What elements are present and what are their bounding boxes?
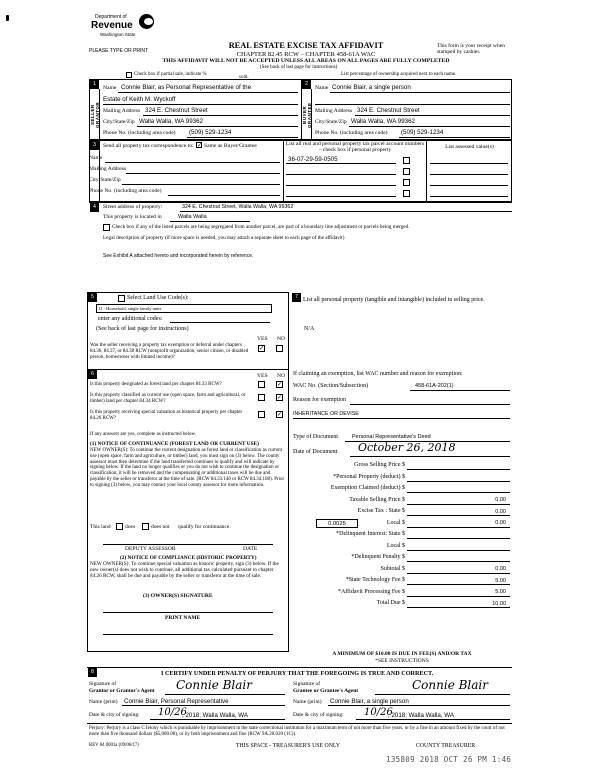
personal-property-label: List all personal property (tangible and intangible) included in selling price. bbox=[303, 297, 485, 303]
seller-name-line2[interactable]: Estate of Keith M. Wyckoff bbox=[103, 96, 176, 103]
seller-city[interactable]: Walla Walla, WA 99362 bbox=[139, 118, 203, 125]
local-rate-box[interactable]: 0.0025 bbox=[316, 519, 358, 528]
legal-description[interactable]: See Exhibit A attached hereto and incorporated herein by reference. bbox=[103, 253, 254, 259]
parcel-1-pp-checkbox[interactable] bbox=[403, 157, 410, 164]
s6-yes-header: YES bbox=[257, 373, 268, 379]
calc-line-2 bbox=[407, 492, 510, 493]
buyer-side-label: BUYER GRANTEE bbox=[302, 102, 313, 128]
calc-label-2: Exemption Claimed (deduct) $ bbox=[330, 485, 405, 491]
calc-value-9[interactable]: 0.00 bbox=[495, 566, 506, 572]
minimum-note: A MINIMUM OF $10.00 IS DUE IN FEE(S) AND/OR TAX bbox=[332, 651, 472, 657]
buyer-city-label: City/State/Zip bbox=[315, 119, 347, 125]
buyer-phone[interactable]: (509) 529-1234 bbox=[401, 129, 444, 136]
form-title: REAL ESTATE EXCISE TAX AFFIDAVIT bbox=[228, 41, 384, 50]
print-note: PLEASE TYPE OR PRINT bbox=[89, 48, 149, 54]
calc-line-8 bbox=[407, 561, 510, 562]
calc-label-12: Total Due $ bbox=[376, 600, 405, 606]
form-chapters: CHAPTER 82.45 RCW – CHAPTER 458-61A WAC bbox=[236, 51, 376, 58]
seller-phone[interactable]: (509) 529-1234 bbox=[189, 129, 232, 136]
same-as-buyer-label: Same as Buyer/Grantee bbox=[204, 143, 257, 149]
form-warning: THIS AFFIDAVIT WILL NOT BE ACCEPTED UNLESS ALL AREAS ON ALL PAGES ARE FULLY COMPLETED bbox=[162, 58, 450, 64]
seller-phone-label: Phone No. (including area code) bbox=[103, 130, 176, 136]
corr-name-label: Name bbox=[89, 155, 103, 161]
deputy-assessor-label: DEPUTY ASSESSOR bbox=[125, 546, 176, 552]
calc-label-0: Gross Selling Price $ bbox=[354, 462, 405, 468]
s6-q1-yes[interactable] bbox=[258, 381, 265, 388]
s5-q1-no[interactable] bbox=[276, 345, 283, 352]
notice-2-body: NEW OWNER(S): To continue special valuation as historic property, sign (3) below. If the new owner(s) does not wish to continue, all additional tax calculated pursuant to chapter 84.26 RCW, shall be due and payable by the seller or transferor at the time of sale. bbox=[90, 561, 279, 579]
seller-mailing[interactable]: 324 E. Chestnut Street bbox=[145, 107, 208, 114]
parcel-2-pp-checkbox[interactable] bbox=[403, 168, 410, 175]
section-3-number: 3 bbox=[90, 141, 99, 150]
parcel-3-pp-checkbox[interactable] bbox=[403, 179, 410, 186]
notice-1-title: (1) NOTICE OF CONTINUANCE (FOREST LAND OR CURRENT USE) bbox=[90, 441, 259, 447]
see-back-note-5: (See back of last page for instructions) bbox=[96, 326, 189, 332]
corr-mailing-label: Mailing Address bbox=[89, 166, 127, 172]
doc-type-value[interactable]: Personal Representative's Deed bbox=[352, 434, 431, 440]
calc-line-11 bbox=[407, 596, 510, 597]
s5-q1-yes[interactable]: ✓ bbox=[259, 346, 265, 352]
calc-label-10: *State Technology Fee $ bbox=[345, 577, 405, 583]
land-use-label: Select Land Use Code(s): bbox=[127, 295, 189, 301]
grantor-name[interactable]: Connie Blair, Personal Representative bbox=[124, 698, 229, 705]
see-instructions: *SEE INSTRUCTIONS bbox=[375, 658, 429, 664]
s5-no-header: NO bbox=[277, 336, 286, 342]
parcel-number[interactable]: 36-07-29-59-0505 bbox=[288, 156, 338, 163]
calc-value-12[interactable]: 10.00 bbox=[492, 600, 506, 607]
county-treasurer: COUNTY TREASURER bbox=[416, 743, 476, 749]
buyer-mailing[interactable]: 324 E. Chestnut Street bbox=[357, 107, 420, 114]
print-name-label: PRINT NAME bbox=[165, 615, 201, 621]
s6-question-1: Is this property designated as forest land per chapter 84.33 RCW? bbox=[90, 382, 222, 387]
treasurer-stamp: 135809 2018 OCT 26 PM 1:46 bbox=[386, 755, 512, 764]
s6-question-3: Is this property receiving special valuation as historical property per chapter 84.26 RCW? bbox=[90, 410, 243, 421]
personal-property-value[interactable]: N/A bbox=[304, 326, 315, 332]
calc-line-10 bbox=[407, 584, 510, 585]
grantor-date[interactable]: 10/26 bbox=[158, 707, 187, 718]
logo-state: Washington State bbox=[100, 32, 136, 37]
notice-2-title: (2) NOTICE OF COMPLIANCE (HISTORIC PROPERTY) bbox=[120, 555, 257, 561]
send-correspondence-label: Send all property tax correspondence to: bbox=[103, 143, 194, 149]
calc-label-9: Subtotal $ bbox=[380, 565, 405, 572]
wac-label: WAC No. (Section/Subsection) bbox=[293, 383, 369, 389]
calc-label-5: Local $ bbox=[386, 519, 405, 526]
buyer-name-label: Name bbox=[315, 85, 329, 91]
calc-line-9 bbox=[407, 573, 510, 574]
grantor-signature[interactable]: Connie Blair bbox=[176, 678, 253, 692]
buyer-name[interactable]: Connie Blair, a single person bbox=[332, 84, 411, 91]
grantee-date[interactable]: 10/26 bbox=[364, 707, 393, 718]
grantor-date-rest: , 2018; Walla Walla, WA bbox=[182, 712, 249, 719]
parcel-4-pp-checkbox[interactable] bbox=[403, 190, 410, 197]
logo-dept: Department of bbox=[95, 14, 127, 20]
land-does-not-label: does not bbox=[151, 524, 170, 530]
buyer-mailing-label: Mailing Address bbox=[315, 108, 353, 114]
seller-mailing-label: Mailing Address bbox=[103, 108, 141, 114]
legal-label: Legal description of property (if more space is needed, you may attach a separate sheet to each page of the affidavit) bbox=[103, 235, 345, 241]
section-5-number: 5 bbox=[88, 293, 97, 302]
calc-value-4[interactable]: 0.00 bbox=[495, 508, 506, 515]
grantor-sig-label-b: Grantor or Grantor's Agent bbox=[89, 688, 155, 694]
wac-number[interactable]: 458-61A-202(1) bbox=[415, 383, 454, 389]
calc-label-1: *Personal Property (deduct) $ bbox=[333, 473, 405, 480]
form-revision: REV 84 0001a (09/06/17) bbox=[89, 743, 139, 748]
buyer-city[interactable]: Walla Walla, WA 99362 bbox=[351, 118, 415, 125]
logo-swoosh-icon bbox=[144, 18, 153, 25]
partial-sale-sold: sold. bbox=[239, 75, 249, 80]
grantee-name[interactable]: Connie Blair, a single person bbox=[330, 698, 409, 705]
seller-side-label: SELLER GRANTOR bbox=[90, 101, 101, 129]
street-label: Street address of property: bbox=[103, 204, 163, 210]
doc-type-label: Type of Document bbox=[293, 434, 338, 440]
this-land-label: This land bbox=[90, 524, 111, 530]
certify-statement: I CERTIFY UNDER PENALTY OF PERJURY THAT THE FOREGOING IS TRUE AND CORRECT. bbox=[161, 670, 434, 677]
reason-value[interactable]: INHERITANCE OR DEVISE bbox=[293, 411, 359, 417]
calc-label-6: *Delinquent Interest: State $ bbox=[336, 531, 405, 537]
section-2-number: 2 bbox=[302, 80, 311, 89]
calc-line-6 bbox=[407, 538, 510, 539]
receipt-note: This form is your receipt when stamped by cashier. bbox=[437, 43, 505, 56]
s5-question-1: Was the seller receiving a property tax exemption or deferral under chapters 84.36, 84.37, or 84.38 RCW (nonprofit organization, senior citizen, or disabled person, homeowner with limited income)? bbox=[90, 343, 249, 360]
calc-label-3: Taxable Selling Price $ bbox=[349, 496, 405, 503]
list-percentage-note: List percentage of ownership acquired next to each name. bbox=[341, 72, 457, 77]
s5-yes-header: YES bbox=[257, 336, 268, 342]
reason-label: Reason for exemption bbox=[293, 397, 346, 403]
section-6-number: 6 bbox=[88, 370, 97, 379]
located-label: This property is located in bbox=[103, 214, 162, 220]
land-use-checkbox[interactable] bbox=[118, 295, 125, 302]
grantee-signature[interactable]: Connie Blair bbox=[412, 678, 489, 692]
street-address[interactable]: 324 E. Chestnut Street, Walla Walla, WA 99362 bbox=[182, 204, 294, 210]
doc-date-value[interactable]: October 26, 2018 bbox=[358, 441, 456, 454]
s6-question-2: Is this property classified as current use (open space, farm and agricultural, or timber) land per chapter 84.34 RCW? bbox=[90, 393, 246, 404]
additional-codes-label: enter any additional codes: bbox=[98, 316, 163, 322]
calc-value-3[interactable]: 0.00 bbox=[495, 497, 506, 503]
scan-mark bbox=[6, 15, 9, 21]
segregated-label: Check box if any of the listed parcels are being segregated from another parcel, are part of a boundary line adjustment or parcels being merged. bbox=[112, 224, 410, 230]
perjury-note: Perjury: Perjury is a class C felony which is punishable by imprisonment in the state correctional institution for a maximum term of not more than five years, or by a fine in an amount fixed by the court of not more than five thousand dollars ($5,000.00), or by both imprisonment and fine (RCW 9A.20.020 (1C)). bbox=[89, 726, 505, 737]
s6-q2-yes[interactable] bbox=[258, 394, 265, 401]
grantee-date-label: Date & city of signing: bbox=[293, 712, 344, 718]
s6-q3-no[interactable]: ✓ bbox=[277, 412, 283, 418]
owner-signature-label: (3) OWNER(S) SIGNATURE bbox=[143, 593, 213, 599]
grantor-name-label: Name (print) bbox=[89, 699, 118, 705]
s6-q1-no[interactable]: ✓ bbox=[277, 382, 283, 388]
land-does-not-checkbox[interactable] bbox=[142, 523, 149, 530]
seller-name-line1[interactable]: Connie Blair, as Personal Representative of the bbox=[121, 84, 252, 91]
land-does-label: does bbox=[125, 524, 136, 530]
seller-name-label: Name bbox=[103, 85, 117, 91]
calc-value-11[interactable]: 5.00 bbox=[495, 589, 506, 595]
grantee-date-rest: , 2018; Walla Walla, WA bbox=[388, 712, 455, 719]
calc-line-1 bbox=[407, 481, 510, 482]
treasurer-space: THIS SPACE - TREASURER'S USE ONLY bbox=[236, 743, 341, 749]
calc-line-5 bbox=[407, 527, 510, 528]
qualify-label: qualify for continuance. bbox=[178, 524, 231, 530]
calc-label-7: Local $ bbox=[386, 542, 405, 549]
same-as-buyer-checkbox[interactable]: ✓ bbox=[197, 143, 203, 149]
land-does-checkbox[interactable] bbox=[116, 523, 123, 530]
section-1-number: 1 bbox=[90, 80, 99, 89]
grantee-sig-label-b: Grantee or Grantee's Agent bbox=[293, 688, 359, 694]
logo bbox=[89, 14, 161, 42]
section-8-number: 8 bbox=[88, 668, 97, 677]
calc-line-7 bbox=[407, 550, 510, 551]
if-yes-note: If any answers are yes, complete as instructed below. bbox=[90, 432, 197, 437]
s6-no-header: NO bbox=[277, 373, 286, 379]
s6-q3-yes[interactable] bbox=[258, 411, 265, 418]
calc-label-11: *Affidavit Processing Fee $ bbox=[337, 588, 405, 595]
parcel-header: List all real and personal property tax parcel account numbers – check box if personal property bbox=[285, 141, 425, 154]
calc-value-10[interactable]: 5.00 bbox=[495, 577, 506, 584]
section-4-number: 4 bbox=[90, 203, 99, 212]
logo-name: Revenue bbox=[91, 20, 133, 31]
s6-q2-no[interactable]: ✓ bbox=[277, 395, 283, 401]
grantee-sig-label-a: Signature of bbox=[293, 681, 321, 687]
partial-sale-checkbox[interactable] bbox=[126, 72, 132, 78]
calc-line-12 bbox=[407, 607, 510, 608]
calc-line-3 bbox=[407, 504, 510, 505]
grantor-date-label: Date & city of signing: bbox=[89, 712, 140, 718]
doc-date-label: Date of Document bbox=[293, 449, 338, 455]
assessed-header: List assessed value(s) bbox=[445, 144, 494, 150]
grantor-sig-label-a: Signature of bbox=[89, 681, 117, 687]
segregated-checkbox[interactable] bbox=[103, 224, 110, 231]
partial-sale-label: Check box if partial sale, indicate % bbox=[134, 72, 207, 77]
see-back-note: (See back of last page for instructions) bbox=[260, 65, 338, 70]
buyer-phone-label: Phone No. (including area code) bbox=[315, 130, 388, 136]
located-in[interactable]: Walla Walla bbox=[178, 214, 207, 220]
calc-line-4 bbox=[407, 515, 510, 516]
corr-phone-label: Phone No. (including area code) bbox=[89, 188, 162, 194]
grantee-name-label: Name (print) bbox=[293, 699, 322, 705]
calc-value-5[interactable]: 0.00 bbox=[495, 520, 506, 526]
deputy-date-label: DATE bbox=[243, 546, 258, 552]
calc-label-8: *Delinquent Penalty $ bbox=[351, 554, 405, 560]
exemption-note: If claiming an exemption, list WAC number and reason for exemption: bbox=[293, 371, 463, 377]
section-7-number: 7 bbox=[292, 293, 301, 302]
corr-city-label: City/State/Zip bbox=[89, 177, 121, 183]
seller-city-label: City/State/Zip bbox=[103, 119, 135, 125]
land-use-value[interactable]: 11 - Household, single family units bbox=[98, 306, 162, 311]
calc-label-4: Excise Tax : State $ bbox=[357, 508, 405, 514]
notice-1-body: NEW OWNER(S): To continue the current designation as forest land or classification as current use (open space, farm and agriculture, or timber) land, you must sign on (3) below. The county assessor must then determine if the land transferred continues to qualify and will indicate by signing below. If the land no longer qualifies or you do not wish to continue the designation or classification, it will be removed and the compensating or additional taxes will be due and payable by the seller or transferor at the time of sale. (RCW 84.33.140 or RCW 84.34.108). Prior to signing (3) below, you may contact your local county assessor for more information. bbox=[90, 448, 285, 488]
calc-line-0 bbox=[407, 469, 510, 470]
